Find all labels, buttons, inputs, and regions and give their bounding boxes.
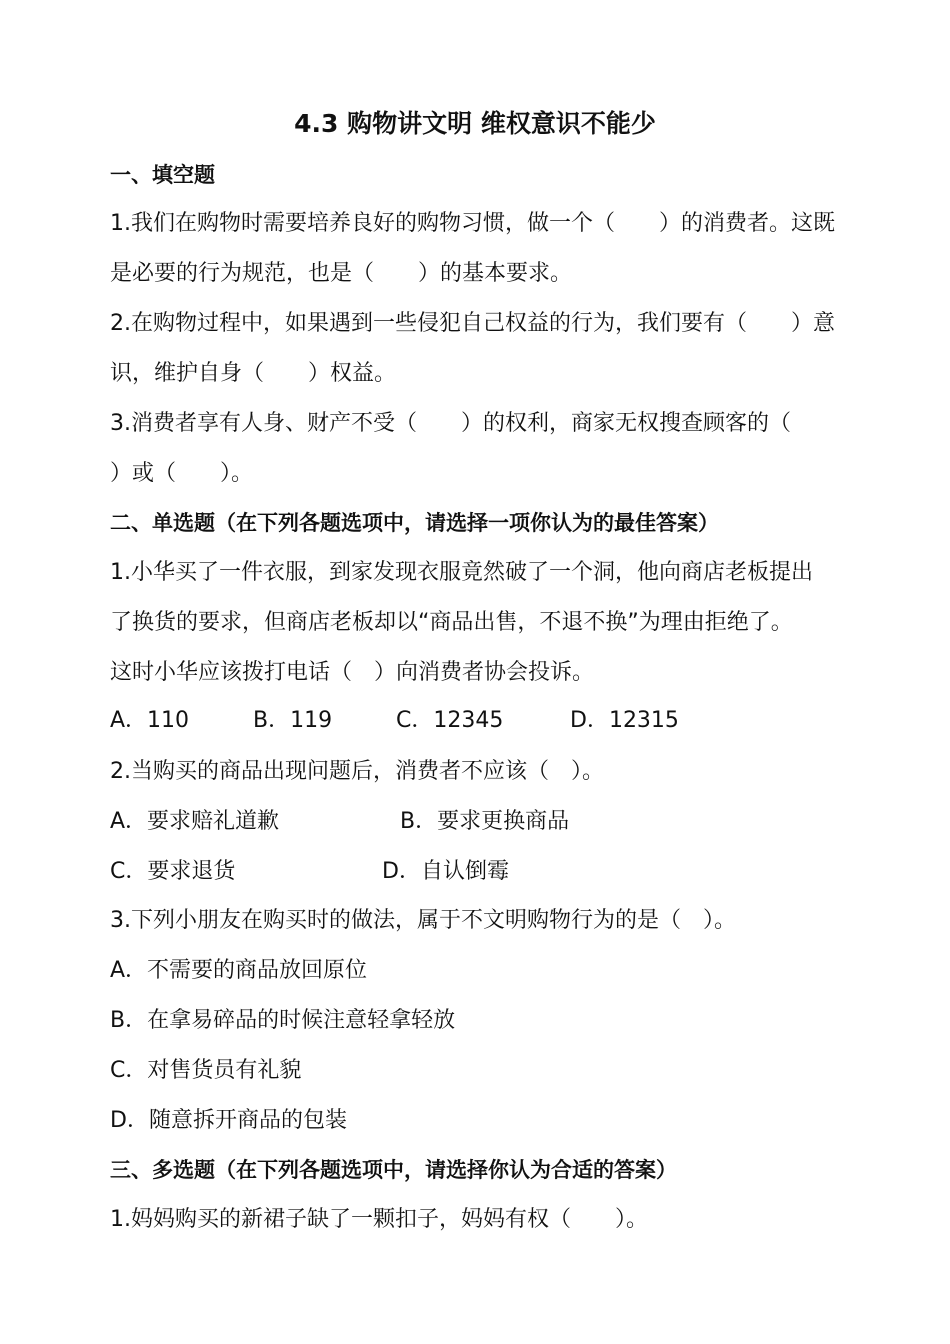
option-b: B．119 [253,708,333,733]
option-a: A．110 [110,708,190,733]
question-text: 是必要的行为规范，也是（ ）的基本要求。 [110,261,573,286]
option-c: C．要求退货 [110,859,236,884]
question-text: 识，维护自身（ ）权益。 [110,361,397,386]
option-c: C．对售货员有礼貌 [110,1058,302,1083]
section-heading-fill-blank: 一、填空题 [110,163,215,187]
option-b: B．在拿易碎品的时候注意轻拿轻放 [110,1008,456,1033]
option-d: D．12315 [570,708,679,733]
option-d: D．随意拆开商品的包装 [110,1108,347,1133]
question-text: 3.消费者享有人身、财产不受（ ）的权利，商家无权搜查顾客的（ [110,411,791,436]
question-text: 3.下列小朋友在购买时的做法，属于不文明购物行为的是（ ）。 [110,908,736,933]
option-d: D．自认倒霉 [382,859,509,884]
option-a: A．要求赔礼道歉 [110,809,280,834]
question-text: 1.我们在购物时需要培养良好的购物习惯，做一个（ ）的消费者。这既 [110,211,835,236]
question-text: 这时小华应该拨打电话（ ）向消费者协会投诉。 [110,660,595,685]
worksheet-title: 4.3 购物讲文明 维权意识不能少 [294,109,656,138]
option-c: C．12345 [396,708,504,733]
option-b: B．要求更换商品 [400,809,570,834]
option-a: A．不需要的商品放回原位 [110,958,368,983]
question-text: 了换货的要求，但商店老板却以“商品出售，不退不换”为理由拒绝了。 [110,610,793,635]
question-text: 2.在购物过程中，如果遇到一些侵犯自己权益的行为，我们要有（ ）意 [110,311,835,336]
section-heading-multiple-choice: 三、多选题（在下列各题选项中，请选择你认为合适的答案） [110,1158,677,1182]
question-text: 1.妈妈购买的新裙子缺了一颗扣子，妈妈有权（ ）。 [110,1207,648,1232]
section-heading-single-choice: 二、单选题（在下列各题选项中，请选择一项你认为的最佳答案） [110,511,719,535]
question-text: 2.当购买的商品出现问题后，消费者不应该（ ）。 [110,759,604,784]
question-text: 1.小华买了一件衣服，到家发现衣服竟然破了一个洞，他向商店老板提出 [110,560,813,585]
question-text: ）或（ ）。 [110,461,254,486]
